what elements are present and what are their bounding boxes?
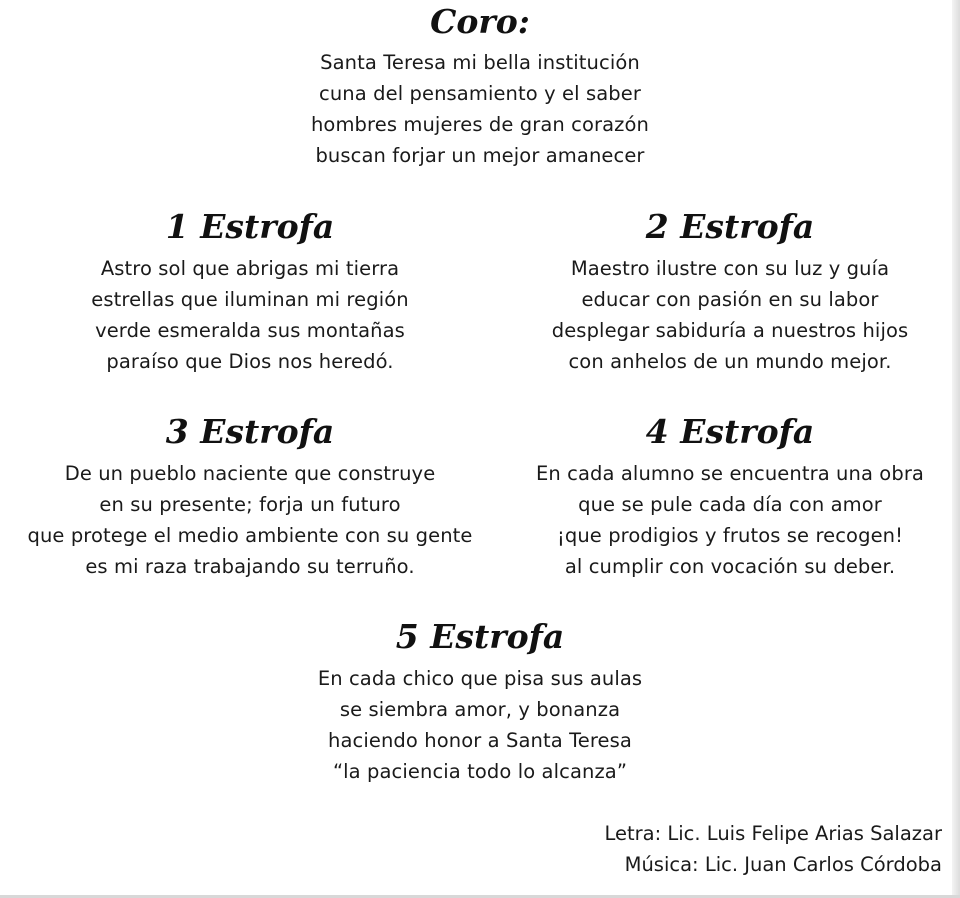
verse-line: estrellas que iluminan mi región	[91, 288, 409, 311]
credits	[605, 818, 943, 880]
verse-line: Maestro ilustre con su luz y guía	[570, 257, 890, 280]
music-credit: Música: Lic. Juan Carlos Córdoba	[624, 853, 942, 876]
lyrics-credit: Letra: Lic. Luis Felipe Arias Salazar	[604, 822, 942, 845]
verse-line: al cumplir con vocación su deber.	[564, 555, 896, 578]
verse-line: educar con pasión en su labor	[581, 288, 879, 311]
chorus-title: Coro:	[430, 2, 530, 41]
verse-line: desplegar sabiduría a nuestros hijos	[551, 319, 909, 342]
verse-line: con anhelos de un mundo mejor.	[568, 350, 892, 373]
verse-line: es mi raza trabajando su terruño.	[85, 555, 415, 578]
verse-line: en su presente; forja un futuro	[99, 493, 401, 516]
verse-line: De un pueblo naciente que construye	[64, 462, 436, 485]
verse-line: hombres mujeres de gran corazón	[310, 113, 650, 136]
stanza-4-title: 4 Estrofa	[645, 412, 815, 451]
stanza-4-text	[520, 458, 940, 582]
verse-line: haciendo honor a Santa Teresa	[328, 729, 632, 752]
verse-line: que se pule cada día con amor	[578, 493, 882, 516]
verse-line: se siembra amor, y bonanza	[339, 698, 621, 721]
verse-line: Astro sol que abrigas mi tierra	[100, 257, 400, 280]
verse-line: cuna del pensamiento y el saber	[319, 82, 641, 105]
verse-line: Santa Teresa mi bella institución	[320, 51, 640, 74]
verse-line: “la paciencia todo lo alcanza”	[332, 760, 628, 783]
verse-line: paraíso que Dios nos heredó.	[106, 350, 394, 373]
stanza-3-title: 3 Estrofa	[165, 412, 335, 451]
stanza-5-title: 5 Estrofa	[395, 617, 565, 656]
stanza-2-title: 2 Estrofa	[645, 207, 815, 246]
verse-line: buscan forjar un mejor amanecer	[315, 144, 645, 167]
stanza-3-text	[10, 458, 490, 582]
chorus-text	[230, 47, 730, 171]
verse-line: En cada chico que pisa sus aulas	[317, 667, 643, 690]
verse-line: verde esmeralda sus montañas	[95, 319, 405, 342]
stanza-2-text	[520, 253, 940, 377]
stanza-1-text	[50, 253, 450, 377]
stanza-1-title: 1 Estrofa	[165, 207, 335, 246]
verse-line: En cada alumno se encuentra una obra	[536, 462, 924, 485]
verse-line: ¡que prodigios y frutos se recogen!	[556, 524, 904, 547]
verse-line: que protege el medio ambiente con su gente	[27, 524, 473, 547]
page-edge-shadow	[952, 0, 960, 898]
stanza-5-text	[260, 663, 700, 787]
